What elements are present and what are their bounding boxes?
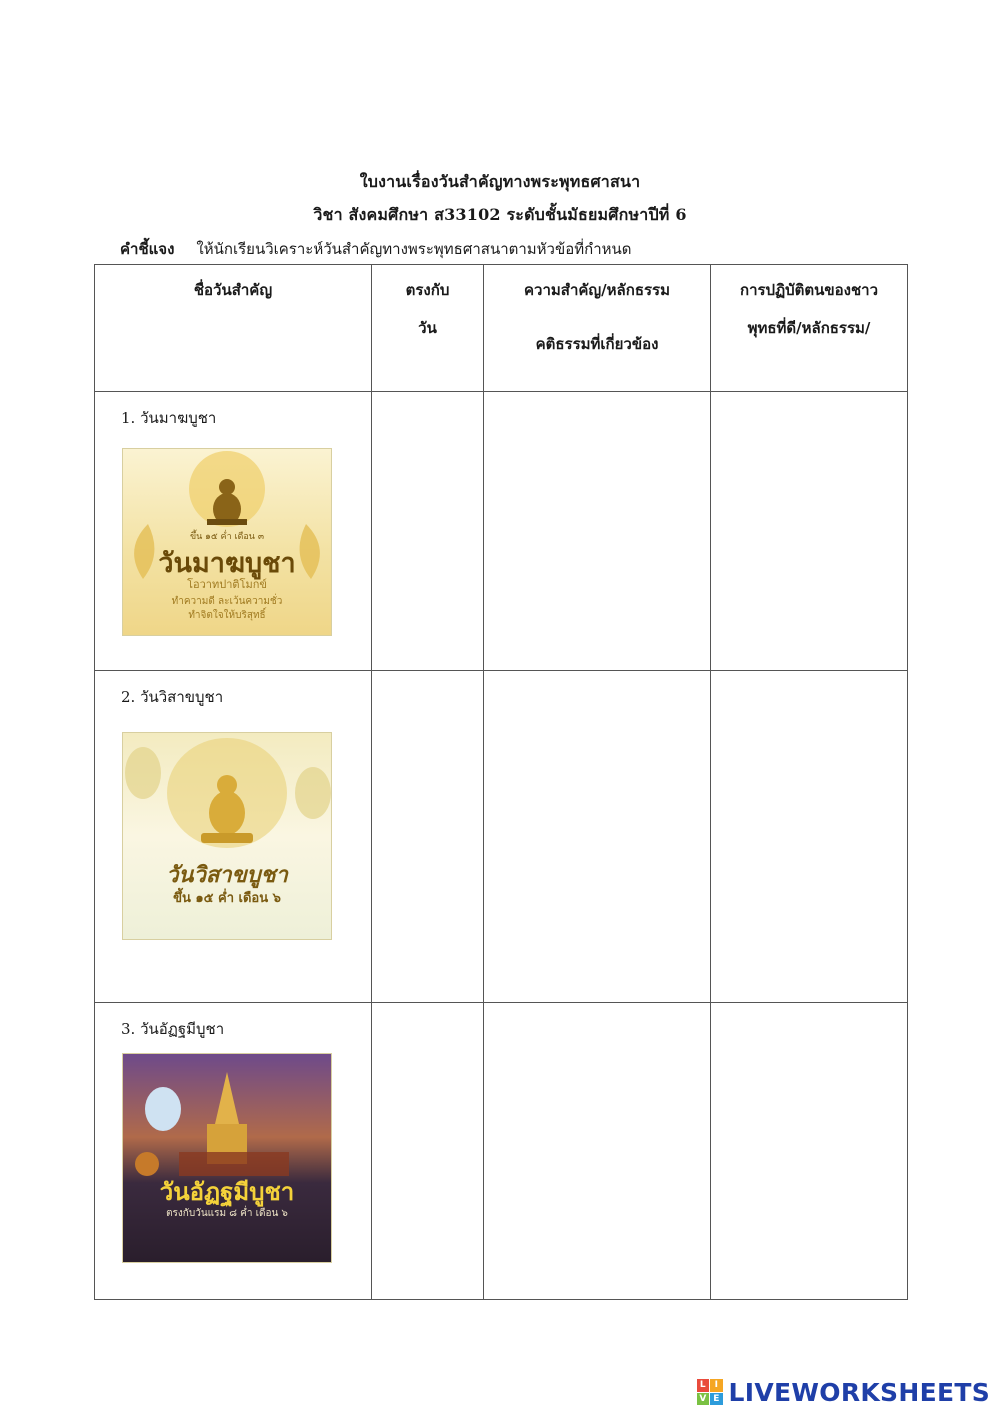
column-header-text: ชื่อวันสำคัญ <box>193 281 273 299</box>
column-header-text: ตรงกับ <box>405 281 450 299</box>
table-row <box>95 392 908 671</box>
practice-cell[interactable] <box>711 1003 908 1300</box>
poster-artwork <box>123 1054 331 1262</box>
atthami-bucha-poster <box>122 1053 332 1263</box>
column-header-text: การปฏิบัติตนของชาว <box>739 281 879 299</box>
logo-tile-icon <box>697 1379 723 1405</box>
practice-cell[interactable] <box>711 671 908 1003</box>
practice-cell[interactable] <box>711 392 908 671</box>
day-name-cell <box>95 1003 372 1300</box>
column-header-text: ความสำคัญ/หลักธรรม <box>524 281 670 299</box>
poster-title: วันอัฏฐมีบูชา <box>159 1178 295 1206</box>
column-header-practice <box>711 265 908 392</box>
poster-title: วันมาฆบูชา <box>158 548 296 579</box>
column-header-date <box>372 265 484 392</box>
importance-cell[interactable] <box>484 392 711 671</box>
column-header-day-name <box>95 265 372 392</box>
column-header-text: วัน <box>418 319 437 337</box>
column-header-importance <box>484 265 711 392</box>
worksheet-table <box>94 264 908 1300</box>
poster-title: วันวิสาขบูชา <box>166 863 288 888</box>
date-cell[interactable] <box>372 1003 484 1300</box>
makha-bucha-poster <box>122 448 332 636</box>
poster-date-text: ตรงกับวันแรม ๘ ค่ำ เดือน ๖ <box>166 1208 288 1219</box>
worksheet-title: ใบงานเรื่องวันสำคัญทางพระพุทธศาสนา <box>359 172 641 191</box>
poster-line: ทำความดี ละเว้นความชั่ว <box>171 596 283 607</box>
row-label: 1. วันมาฆบูชา <box>121 409 217 427</box>
date-cell[interactable] <box>372 671 484 1003</box>
logo-letter: L <box>697 1379 710 1392</box>
logo-wordmark: LIVEWORKSHEETS <box>728 1377 990 1407</box>
logo-letter: E <box>710 1393 723 1406</box>
poster-artwork <box>123 733 331 939</box>
date-cell[interactable] <box>372 392 484 671</box>
row-label: 2. วันวิสาขบูชา <box>121 688 224 706</box>
poster-line: โอวาทปาติโมกข์ <box>187 578 267 591</box>
poster-line: ทำจิตใจให้บริสุทธิ์ <box>188 610 266 621</box>
logo-letter: V <box>697 1393 710 1406</box>
visakha-bucha-poster <box>122 732 332 940</box>
importance-cell[interactable] <box>484 1003 711 1300</box>
poster-date-text: ขึ้น ๑๕ ค่ำ เดือน ๓ <box>190 532 264 542</box>
instruction-text: ให้นักเรียนวิเคราะห์วันสำคัญทางพระพุทธศาสนาตามหัวข้อที่กำหนด <box>196 240 632 258</box>
table-header-row <box>95 265 908 392</box>
row-label: 3. วันอัฏฐมีบูชา <box>121 1020 225 1038</box>
instruction <box>120 237 632 261</box>
instruction-label: คำชี้แจง <box>120 240 175 258</box>
logo-letter: I <box>710 1379 723 1392</box>
worksheet-subtitle: วิชา สังคมศึกษา ส33102 ระดับชั้นมัธยมศึกษาปีที่ 6 <box>313 205 687 224</box>
table-row <box>95 671 908 1003</box>
importance-cell[interactable] <box>484 671 711 1003</box>
day-name-cell <box>95 671 372 1003</box>
table-row <box>95 1003 908 1300</box>
day-name-cell <box>95 392 372 671</box>
column-header-text: พุทธที่ดี/หลักธรรม/ <box>747 319 871 337</box>
poster-date-text: ขึ้น ๑๕ ค่ำ เดือน ๖ <box>173 891 281 906</box>
column-header-text: คติธรรมที่เกี่ยวข้อง <box>535 335 659 353</box>
liveworksheets-logo <box>697 1377 990 1407</box>
